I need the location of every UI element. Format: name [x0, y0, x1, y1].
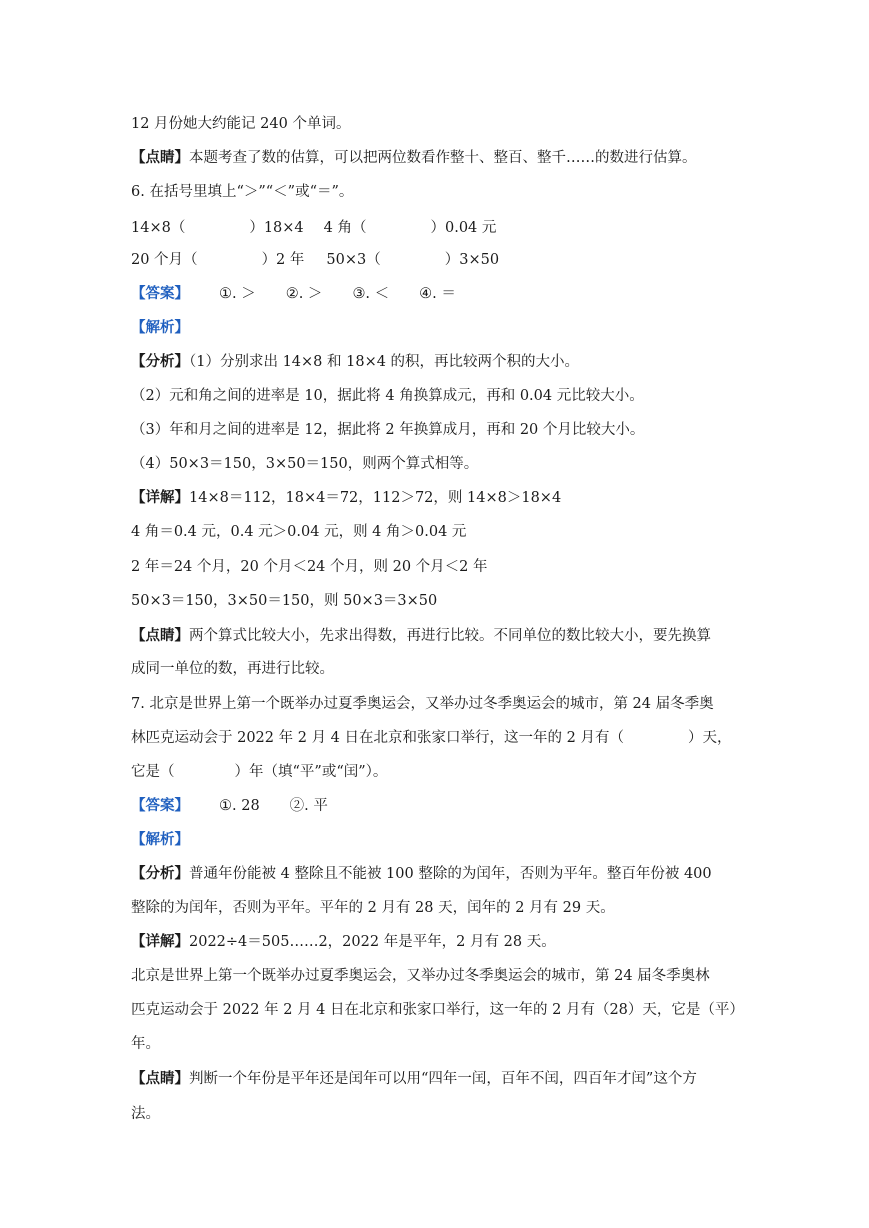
expression: 20 个月（ [131, 252, 198, 268]
fenxi-line [131, 352, 751, 372]
question-7-line [131, 694, 751, 714]
xiangjie-tag: 【详解】 [131, 489, 189, 506]
xiangjie-text: 2 年＝24 个月，20 个月＜24 个月，则 20 个月＜2 年 [131, 559, 488, 575]
fenxi-line [131, 420, 751, 440]
answer-item: ③. ＜ [352, 286, 390, 302]
answer-item: ①. ＞ [219, 286, 256, 302]
expression: ）0.04 元 [430, 220, 497, 236]
dianjing-tag: 【点睛】 [131, 1070, 189, 1087]
answer-tag: 【答案】 [131, 285, 189, 302]
dianjing-text: 两个算式比较大小，先求出得数，再进行比较。不同单位的数比较大小，要先换算 [189, 628, 711, 644]
dianjing-line [131, 626, 751, 646]
jiexi-tag: 【解析】 [131, 319, 189, 336]
question-text: ）年（填“平”或“闰”）。 [234, 764, 388, 780]
answer-item: ④. ＝ [419, 286, 456, 302]
dianjing-text: 法。 [131, 1106, 160, 1122]
answer-item: ②. 平 [289, 798, 328, 814]
expression: ）2 年 [261, 252, 305, 268]
question-6-title [131, 182, 751, 202]
xiangjie-line [131, 522, 751, 542]
fenxi-text: （1）分别求出 14×8 和 18×4 的积，再比较两个积的大小。 [189, 354, 580, 370]
fenxi-tag: 【分析】 [131, 865, 189, 882]
dianjing-text: 成同一单位的数，再进行比较。 [131, 661, 334, 677]
question-6-jiexi [131, 318, 751, 338]
dianjing-line [131, 1069, 751, 1089]
question-7-answer [131, 796, 751, 816]
xiangjie-line [131, 1000, 751, 1020]
question-text: 林匹克运动会于 2022 年 2 月 4 日在北京和张家口举行，这一年的 2 月有（ [131, 730, 624, 746]
fenxi-text: （4）50×3＝150，3×50＝150，则两个算式相等。 [131, 456, 479, 472]
question-7-line [131, 762, 751, 782]
expression: ）3×50 [444, 252, 500, 268]
xiangjie-text: 14×8＝112，18×4＝72，112＞72，则 14×8＞18×4 [189, 490, 562, 506]
fenxi-line [131, 454, 751, 474]
question-6-row-2 [131, 250, 751, 270]
question-text: 7. 北京是世界上第一个既举办过夏季奥运会，又举办过冬季奥运会的城市，第 24 届冬季奥 [131, 696, 714, 712]
question-text: 6. 在括号里填上“＞”“＜”或“＝”。 [131, 184, 354, 200]
question-6-row-1 [131, 218, 751, 238]
fenxi-text: （3）年和月之间的进率是 12，据此将 2 年换算成月，再和 20 个月比较大小。 [131, 422, 645, 438]
dianjing-text: 本题考查了数的估算，可以把两位数看作整十、整百、整千……的数进行估算。 [189, 150, 697, 166]
fenxi-text: 整除的为闰年，否则为平年。平年的 2 月有 28 天，闰年的 2 月有 29 天。 [131, 900, 615, 916]
expression: 4 角（ [323, 220, 367, 236]
question-text: ）天， [687, 730, 732, 746]
text-line [131, 114, 751, 134]
question-text: 它是（ [131, 764, 175, 780]
answer-item: ②. ＞ [285, 286, 323, 302]
dianjing-tag: 【点睛】 [131, 627, 189, 644]
fenxi-tag: 【分析】 [131, 353, 189, 370]
xiangjie-line [131, 557, 751, 577]
expression: ）18×4 [249, 220, 304, 236]
fenxi-line [131, 864, 751, 884]
question-6-answer [131, 284, 751, 304]
xiangjie-text: 北京是世界上第一个既举办过夏季奥运会，又举办过冬季奥运会的城市，第 24 届冬季奥林 [131, 968, 710, 984]
answer-item: ①. 28 [219, 798, 260, 814]
xiangjie-tag: 【详解】 [131, 933, 189, 950]
question-7-jiexi [131, 830, 751, 850]
line-text: 12 月份她大约能记 240 个单词。 [131, 116, 351, 132]
dianjing-text: 判断一个年份是平年还是闰年可以用“四年一闰，百年不闰，四百年才闰”这个方 [189, 1071, 697, 1087]
xiangjie-line [131, 1034, 751, 1054]
xiangjie-line [131, 932, 751, 952]
dianjing-line [131, 1104, 751, 1124]
xiangjie-line [131, 488, 751, 508]
answer-tag: 【答案】 [131, 797, 189, 814]
jiexi-tag: 【解析】 [131, 831, 189, 848]
fenxi-line [131, 386, 751, 406]
dianjing-paragraph [131, 148, 751, 168]
xiangjie-text: 2022÷4＝505……2，2022 年是平年，2 月有 28 天。 [189, 934, 556, 950]
fenxi-text: 普通年份能被 4 整除且不能被 100 整除的为闰年，否则为平年。整百年份被 400 [189, 866, 712, 882]
expression: 14×8（ [131, 220, 186, 236]
xiangjie-text: 4 角＝0.4 元，0.4 元＞0.04 元，则 4 角＞0.04 元 [131, 524, 467, 540]
xiangjie-line [131, 591, 751, 611]
xiangjie-text: 50×3＝150，3×50＝150，则 50×3＝3×50 [131, 593, 438, 609]
xiangjie-line [131, 966, 751, 986]
fenxi-text: （2）元和角之间的进率是 10，据此将 4 角换算成元，再和 0.04 元比较大小。 [131, 388, 644, 404]
dianjing-tag: 【点睛】 [131, 149, 189, 166]
xiangjie-text: 年。 [131, 1036, 160, 1052]
dianjing-line [131, 659, 751, 679]
expression: 50×3（ [326, 252, 381, 268]
fenxi-line [131, 898, 751, 918]
xiangjie-text: 匹克运动会于 2022 年 2 月 4 日在北京和张家口举行，这一年的 2 月有（28）天，它是（平） [131, 1002, 744, 1018]
question-7-line [131, 728, 751, 748]
